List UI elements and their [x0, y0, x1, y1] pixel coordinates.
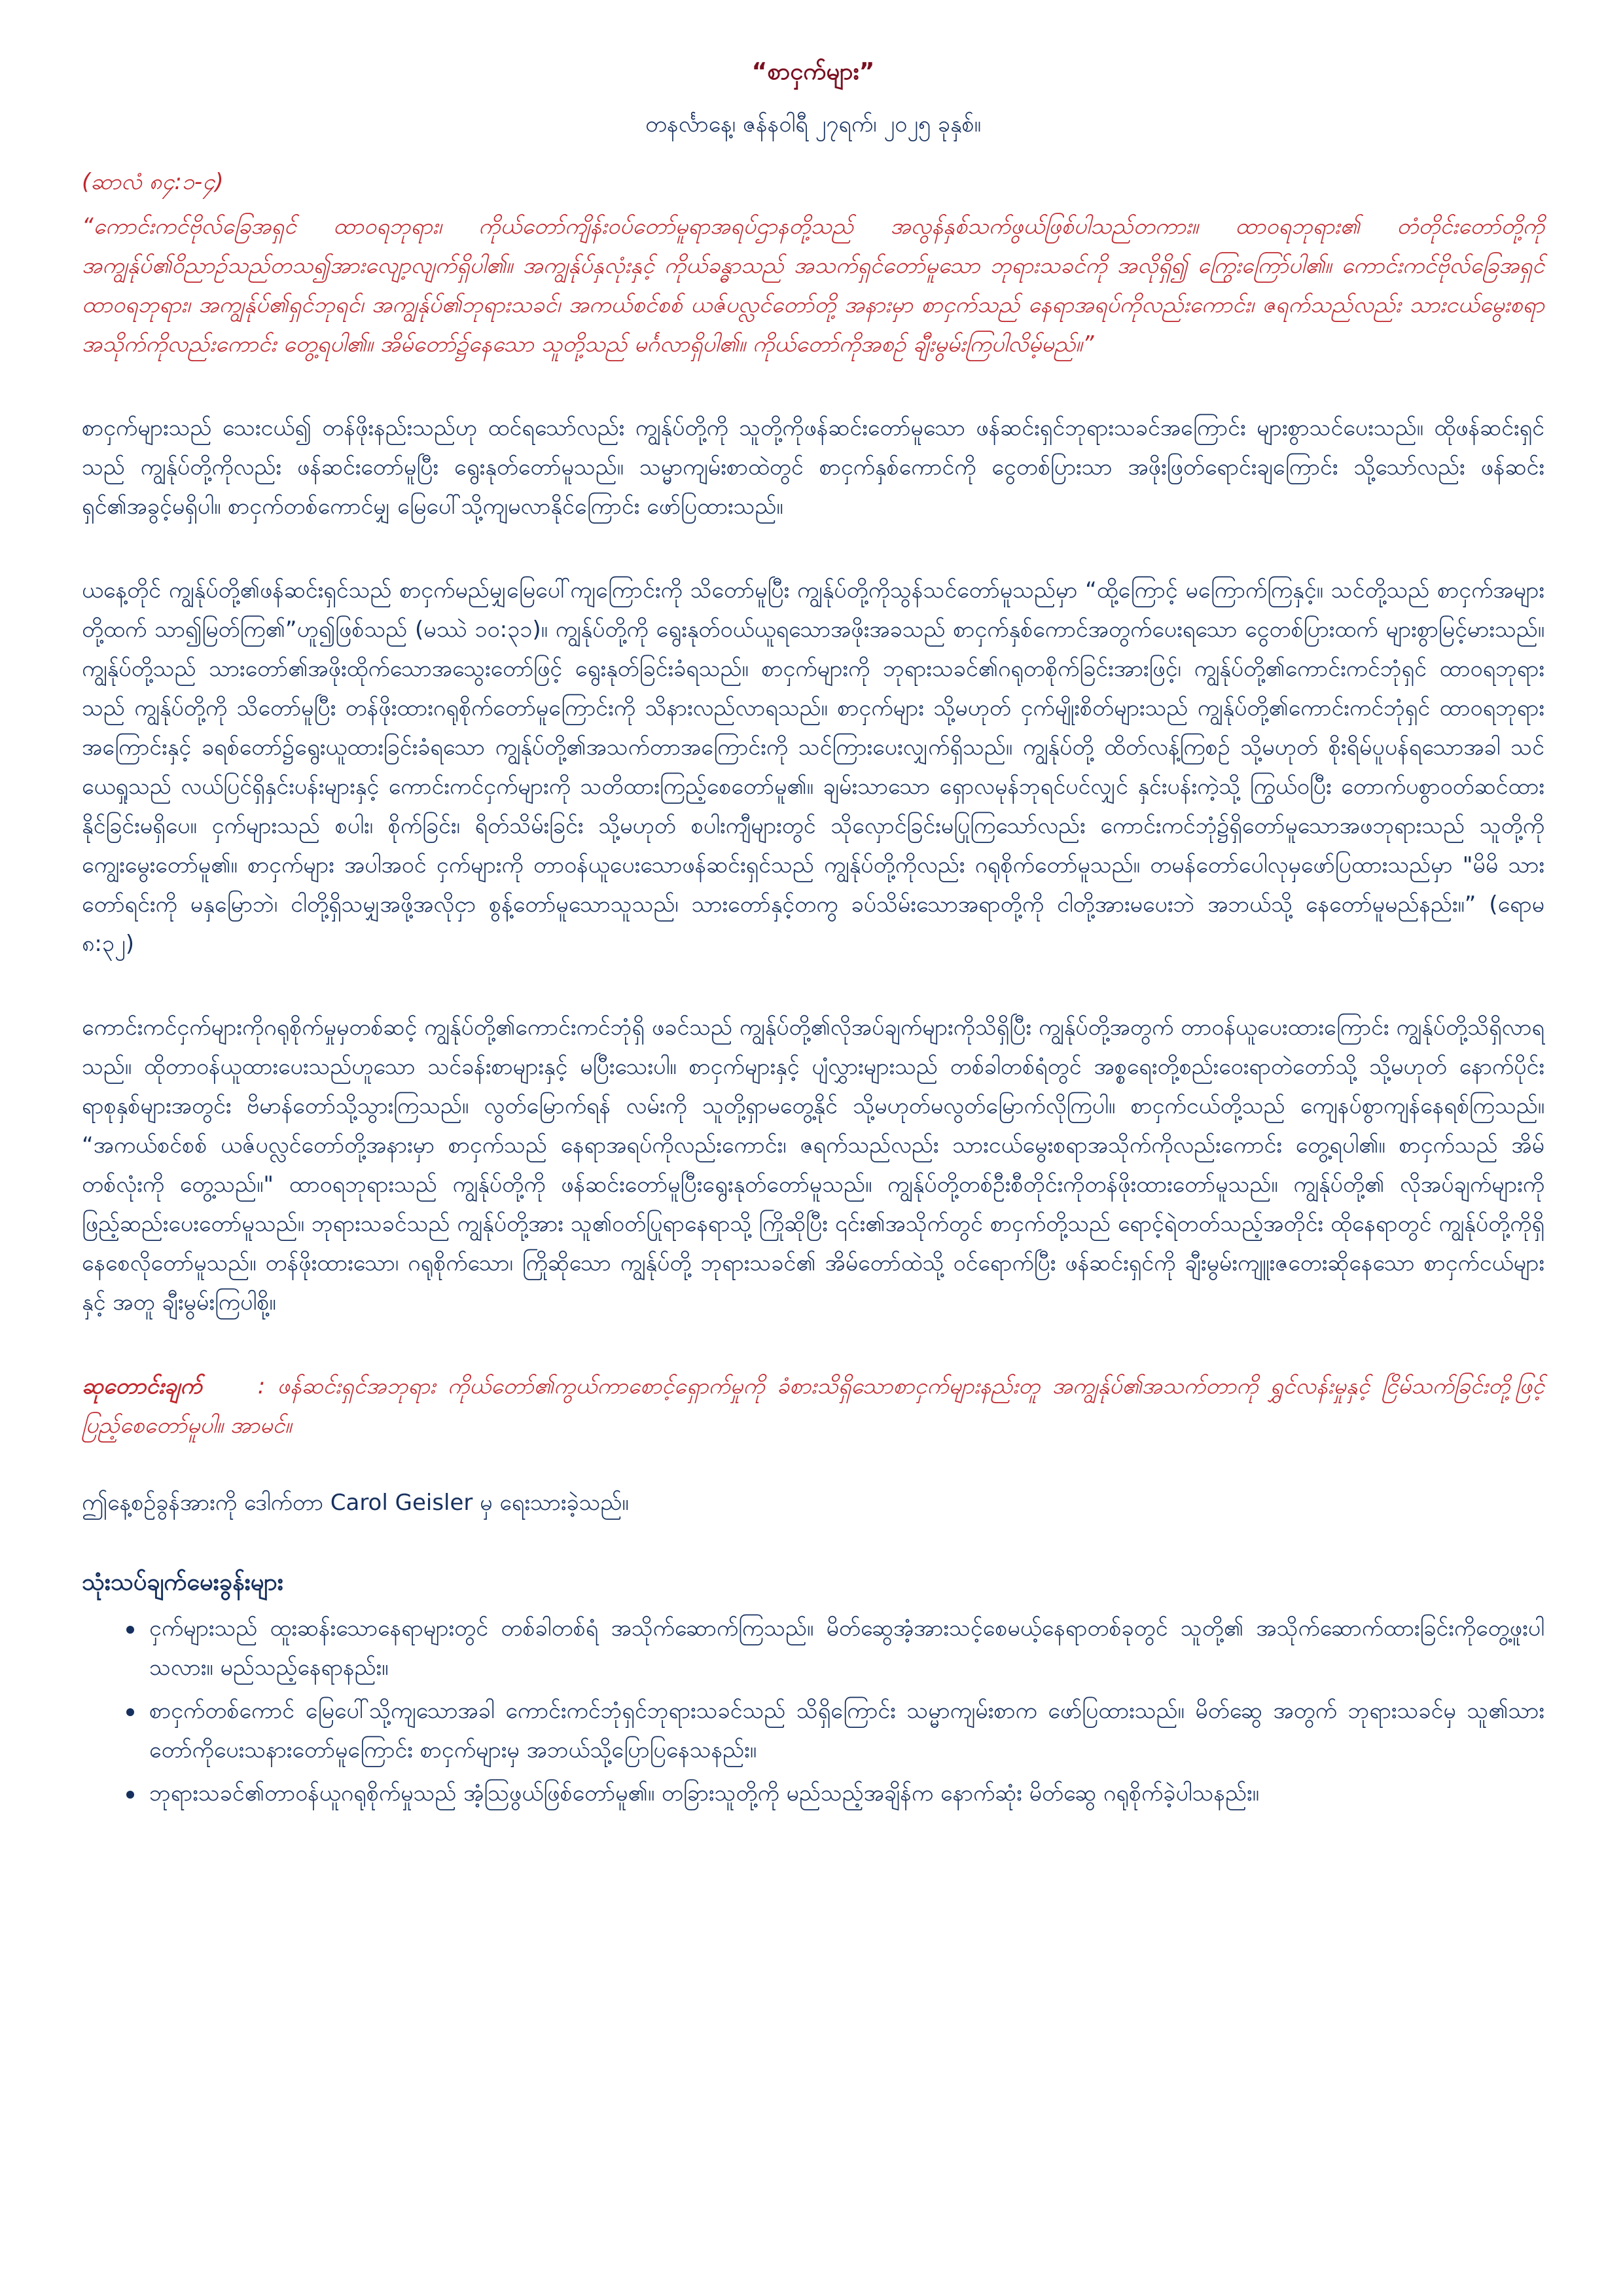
bullet-icon	[126, 1626, 134, 1634]
bullet-icon	[126, 1791, 134, 1799]
body-paragraph-3: ကောင်းကင်ငှက်များကိုဂရုစိုက်မှုမှတစ်ဆင့် ကျွန်ုပ်တို့၏ကောင်းကင်ဘုံရှိ ဖခင်သည် ကျွန်ုပ်တို့၏လိုအပ်ချက်များကိုသိရှိပြီး ကျွန်ုပ်တို့အတွက် တာဝန်ယူပေးထားကြောင်း ကျွန်ုပ်တို့သိရှိလာရသည်။ ထိုတာဝန်ယူထားပေးသည်ဟူသော သင်ခန်းစာများနှင့် မပြီးသေးပါ။ စာငှက်များနှင့် ပျံလွှားများသည် တစ်ခါတစ်ရံတွင် အစ္စရေးတို့စည်းဝေးရာတဲတော်သို့ သို့မဟုတ် နောက်ပိုင်းရာစုနှစ်များအတွင်း ဗိမာန်တော်သို့သွားကြသည်။ လွတ်မြောက်ရန် လမ်းကို သူတို့ရှာမတွေ့နိုင် သို့မဟုတ်မလွတ်မြောက်လိုကြပါ။ စာငှက်ငယ်တို့သည် ကျေနပ်စွာကျန်နေရစ်ကြသည်။ “အကယ်စင်စစ် ယဇ်ပလ္လင်တော်တို့အနားမှာ စာငှက်သည် နေရာအရပ်ကိုလည်းကောင်း၊ ဇရက်သည်လည်း သားငယ်မွေးစရာအသိုက်ကိုလည်းကောင်း တွေ့ရပါ၏။ စာငှက်သည် အိမ်တစ်လုံးကို တွေ့သည်။" ထာဝရဘုရားသည် ကျွန်ုပ်တို့ကို ဖန်ဆင်းတော်မူပြီးရွေးနုတ်တော်မူသည်။ ကျွန်ုပ်တို့တစ်ဦးစီတိုင်းကိုတန်ဖိုးထားတော်မူသည်။ ကျွန်ုပ်တို့၏ လိုအပ်ချက်များကို ဖြည့်ဆည်းပေးတော်မူသည်။ ဘုရားသခင်သည် ကျွန်ုပ်တို့အား သူ၏ဝတ်ပြုရာနေရာသို့ ကြိုဆိုပြီး ၎င်း၏အသိုက်တွင် စာငှက်တို့သည် ရောင့်ရဲတတ်သည့်အတိုင်း ထိုနေရာတွင် ကျွန်ုပ်တို့ကိုရှိနေစေလိုတော်မူသည်။ တန်ဖိုးထားသော၊ ဂရုစိုက်သော၊ ကြိုဆိုသော ကျွန်ုပ်တို့ ဘုရားသခင်၏ အိမ်တော်ထဲသို့ ဝင်ရောက်ပြီး ဖန်ဆင်းရှင်ကို ချီးမွမ်းကျူးဇတေးဆိုနေသော စာငှက်ငယ်များနှင့် အတူ ချီးမွမ်းကြပါစို့။	[82, 1014, 1544, 1316]
prayer-label: ဆုတောင်းချက်	[82, 1373, 202, 1399]
author-note: ဤနေ့စဉ်ခွန်အားကို ဒေါက်တာ Carol Geisler မှ ရေးသားခဲ့သည်။	[82, 1490, 629, 1516]
scripture-reference: (ဆာလံ ၈၄:၁-၄)	[82, 169, 224, 195]
question-item	[82, 1609, 1544, 1687]
prayer-section	[82, 1367, 1544, 1445]
scripture-text: “ကောင်းကင်ဗိုလ်ခြေအရှင် ထာဝရဘုရား၊ ကိုယ်တော်ကျိန်းဝပ်တော်မူရာအရပ်ဌာနတို့သည် အလွန်နှစ်သက်ဖွယ်ဖြစ်ပါသည်တကား။ ထာဝရဘုရား၏ တံတိုင်းတော်တို့ကို အကျွန်ုပ်၏ဝိညာဉ်သည်တသ၍အားလျော့လျက်ရှိပါ၏။ အကျွန်ုပ်နှလုံးနှင့် ကိုယ်ခန္ဓာသည် အသက်ရှင်တော်မူသော ဘုရားသခင်ကို အလိုရှိ၍ ကြွေးကြော်ပါ၏။ ကောင်းကင်ဗိုလ်ခြေအရှင်ထာဝရဘုရား၊ အကျွန်ုပ်၏ရှင်ဘုရင်၊ အကျွန်ုပ်၏ဘုရားသခင်၊ အကယ်စင်စစ် ယဇ်ပလ္လင်တော်တို့ အနားမှာ စာငှက်သည် နေရာအရပ်ကိုလည်းကောင်း၊ ဇရက်သည်လည်း သားငယ်မွေးစရာအသိုက်ကိုလည်းကောင်း တွေ့ရပါ၏။ အိမ်တော်၌နေသော သူတို့သည် မင်္ဂလာရှိပါ၏။ ကိုယ်တော်ကိုအစဉ် ချီးမွမ်းကြပါလိမ့်မည်။”	[82, 213, 1544, 357]
body-paragraph-1: စာငှက်များသည် သေးငယ်၍ တန်ဖိုးနည်းသည်ဟု ထင်ရသော်လည်း ကျွန်ုပ်တို့ကို သူတို့ကိုဖန်ဆင်းတော်မူသော ဖန်ဆင်းရှင်ဘုရားသခင်အကြောင်း များစွာသင်ပေးသည်။ ထိုဖန်ဆင်းရှင်သည် ကျွန်ုပ်တို့ကိုလည်း ဖန်ဆင်းတော်မူပြီး ရွေးနုတ်တော်မူသည်။ သမ္မာကျမ်းစာထဲတွင် စာငှက်နှစ်ကောင်ကို ငွေတစ်ပြားသာ အဖိုးဖြတ်ရောင်းချကြောင်း သို့သော်လည်း ဖန်ဆင်းရှင်၏အခွင့်မရှိပါ။ စာငှက်တစ်ကောင်မျှ မြေပေါ်သို့ကျမလာနိုင်ကြောင်း ဖော်ပြထားသည်။	[82, 415, 1544, 520]
question-item	[82, 1774, 1544, 1813]
date-line: တနင်္လာနေ့၊ ဇန်နဝါရီ ၂၇ရက်၊ ၂၀၂၅ ခုနှစ်။	[645, 111, 981, 137]
question-text: ဘုရားသခင်၏တာဝန်ယူဂရုစိုက်မှုသည် အံ့သြဖွယ်ဖြစ်တော်မူ၏။ တခြားသူတို့ကို မည်သည့်အချိန်က နောက်ဆုံး မိတ်ဆွေ ဂရုစိုက်ခဲ့ပါသနည်း။	[149, 1780, 1259, 1806]
body-paragraph-2: ယနေ့တိုင် ကျွန်ုပ်တို့၏ဖန်ဆင်းရှင်သည် စာငှက်မည်မျှမြေပေါ်ကျကြောင်းကို သိတော်မူပြီး ကျွန်ုပ်တို့ကိုသွန်သင်တော်မူသည်မှာ “ထို့ကြောင့် မကြောက်ကြနှင့်။ သင်တို့သည် စာငှက်အများတို့ထက် သာ၍မြတ်ကြ၏”ဟူ၍ဖြစ်သည် (မဿဲ ၁၀:၃၁)။ ကျွန်ုပ်တို့ကို ရွေးနုတ်ဝယ်ယူရသောအဖိုးအခသည် စာငှက်နှစ်ကောင်အတွက်ပေးရသော ငွေတစ်ပြားထက် များစွာမြင့်မားသည်။ ကျွန်ုပ်တို့သည် သားတော်၏အဖိုးထိုက်သောအသွေးတော်ဖြင့် ရွေးနုတ်ခြင်းခံရသည်။ စာငှက်များကို ဘုရားသခင်၏ဂရုတစိုက်ခြင်းအားဖြင့်၊ ကျွန်ုပ်တို့၏ကောင်းကင်ဘုံရှင် ထာဝရဘုရားသည် ကျွန်ုပ်တို့ကို သိတော်မူပြီး တန်ဖိုးထားဂရုစိုက်တော်မူကြောင်းကို သိနားလည်လာရသည်။ စာငှက်များ သို့မဟုတ် ငှက်မျိုးစိတ်များသည် ကျွန်ုပ်တို့၏ကောင်းကင်ဘုံရှင် ထာဝရဘုရားအကြောင်းနှင့် ခရစ်တော်၌ရွေးယူထားခြင်းခံရသော ကျွန်ုပ်တို့၏အသက်တာအကြောင်းကို သင်ကြားပေးလျှက်ရှိသည်။ ကျွန်ုပ်တို့ ထိတ်လန့်ကြစဉ် သို့မဟုတ် စိုးရိမ်ပူပန်ရသောအခါ သင်ယေရှုသည် လယ်ပြင်ရှိနှင်းပန်းများနှင့် ကောင်းကင်ငှက်များကို သတိထားကြည့်စေတော်မူ၏။ ချမ်းသာသော ရှောလမုန်ဘုရင်ပင်လျှင် နှင်းပန်းကဲ့သို့ ကြွယ်ဝပြီး တောက်ပစွာဝတ်ဆင်ထားနိုင်ခြင်းမရှိပေ။ ငှက်များသည် စပါး၊ စိုက်ခြင်း၊ ရိတ်သိမ်းခြင်း သို့မဟုတ် စပါးကျီများတွင် သိုလှောင်ခြင်းမပြုကြသော်လည်း ကောင်းကင်ဘုံ၌ရှိတော်မူသောအဖဘုရားသည် သူတို့ကိုကျွေးမွေးတော်မူ၏။ စာငှက်များ အပါအဝင် ငှက်များကို တာဝန်ယူပေးသောဖန်ဆင်းရှင်သည် ကျွန်ုပ်တို့ကိုလည်း ဂရုစိုက်တော်မူသည်။ တမန်တော်ပေါလုမှဖော်ပြထားသည်မှာ "မိမိ သားတော်ရင်းကို မနှမြောဘဲ၊ ငါတို့ရှိသမျှအဖို့အလိုငှာ စွန့်တော်မူသောသူသည်၊ သားတော်နှင့်တကွ ခပ်သိမ်းသောအရာတို့ကို ငါတို့အားမပေးဘဲ အဘယ်သို့ နေတော်မူမည်နည်း။” (ရောမ ၈:၃၂)	[82, 577, 1544, 957]
question-text: စာငှက်တစ်ကောင် မြေပေါ်သို့ကျသောအခါ ကောင်းကင်ဘုံရှင်ဘုရားသခင်သည် သိရှိကြောင်း သမ္မာကျမ်းစာက ဖော်ပြထားသည်။ မိတ်ဆွေ အတွက် ဘုရားသခင်မှ သူ၏သားတော်ကိုပေးသနားတော်မူကြောင်း စာငှက်များမှ အဘယ်သို့ပြောပြနေသနည်း။	[149, 1698, 1544, 1763]
question-text: ငှက်များသည် ထူးဆန်းသောနေရာများတွင် တစ်ခါတစ်ရံ အသိုက်ဆောက်ကြသည်။ မိတ်ဆွေအံ့အားသင့်စေမယ့်နေရာတစ်ခုတွင် သူတို့၏ အသိုက်ဆောက်ထားခြင်းကိုတွေ့ဖူးပါသလား။ မည်သည့်နေရာနည်း။	[149, 1615, 1544, 1681]
bullet-icon	[126, 1708, 134, 1716]
questions-list	[82, 1609, 1544, 1813]
questions-heading: သုံးသပ်ချက်မေးခွန်းများ	[82, 1569, 283, 1596]
page-title: “စာငှက်များ”	[751, 58, 875, 85]
question-item	[82, 1691, 1544, 1770]
prayer-text: : ဖန်ဆင်းရှင်အဘုရား ကိုယ်တော်၏ကွယ်ကာစောင့်ရှောက်မှုကို ခံစားသိရှိသောစာငှက်များနည်းတူ အကျွန်ုပ်၏အသက်တာကို ရွှင်လန်းမှုနှင့် ငြိမ်သက်ခြင်းတို့ဖြင့် ပြည့်စေတော်မူပါ။ အာမင်။	[82, 1373, 1544, 1439]
